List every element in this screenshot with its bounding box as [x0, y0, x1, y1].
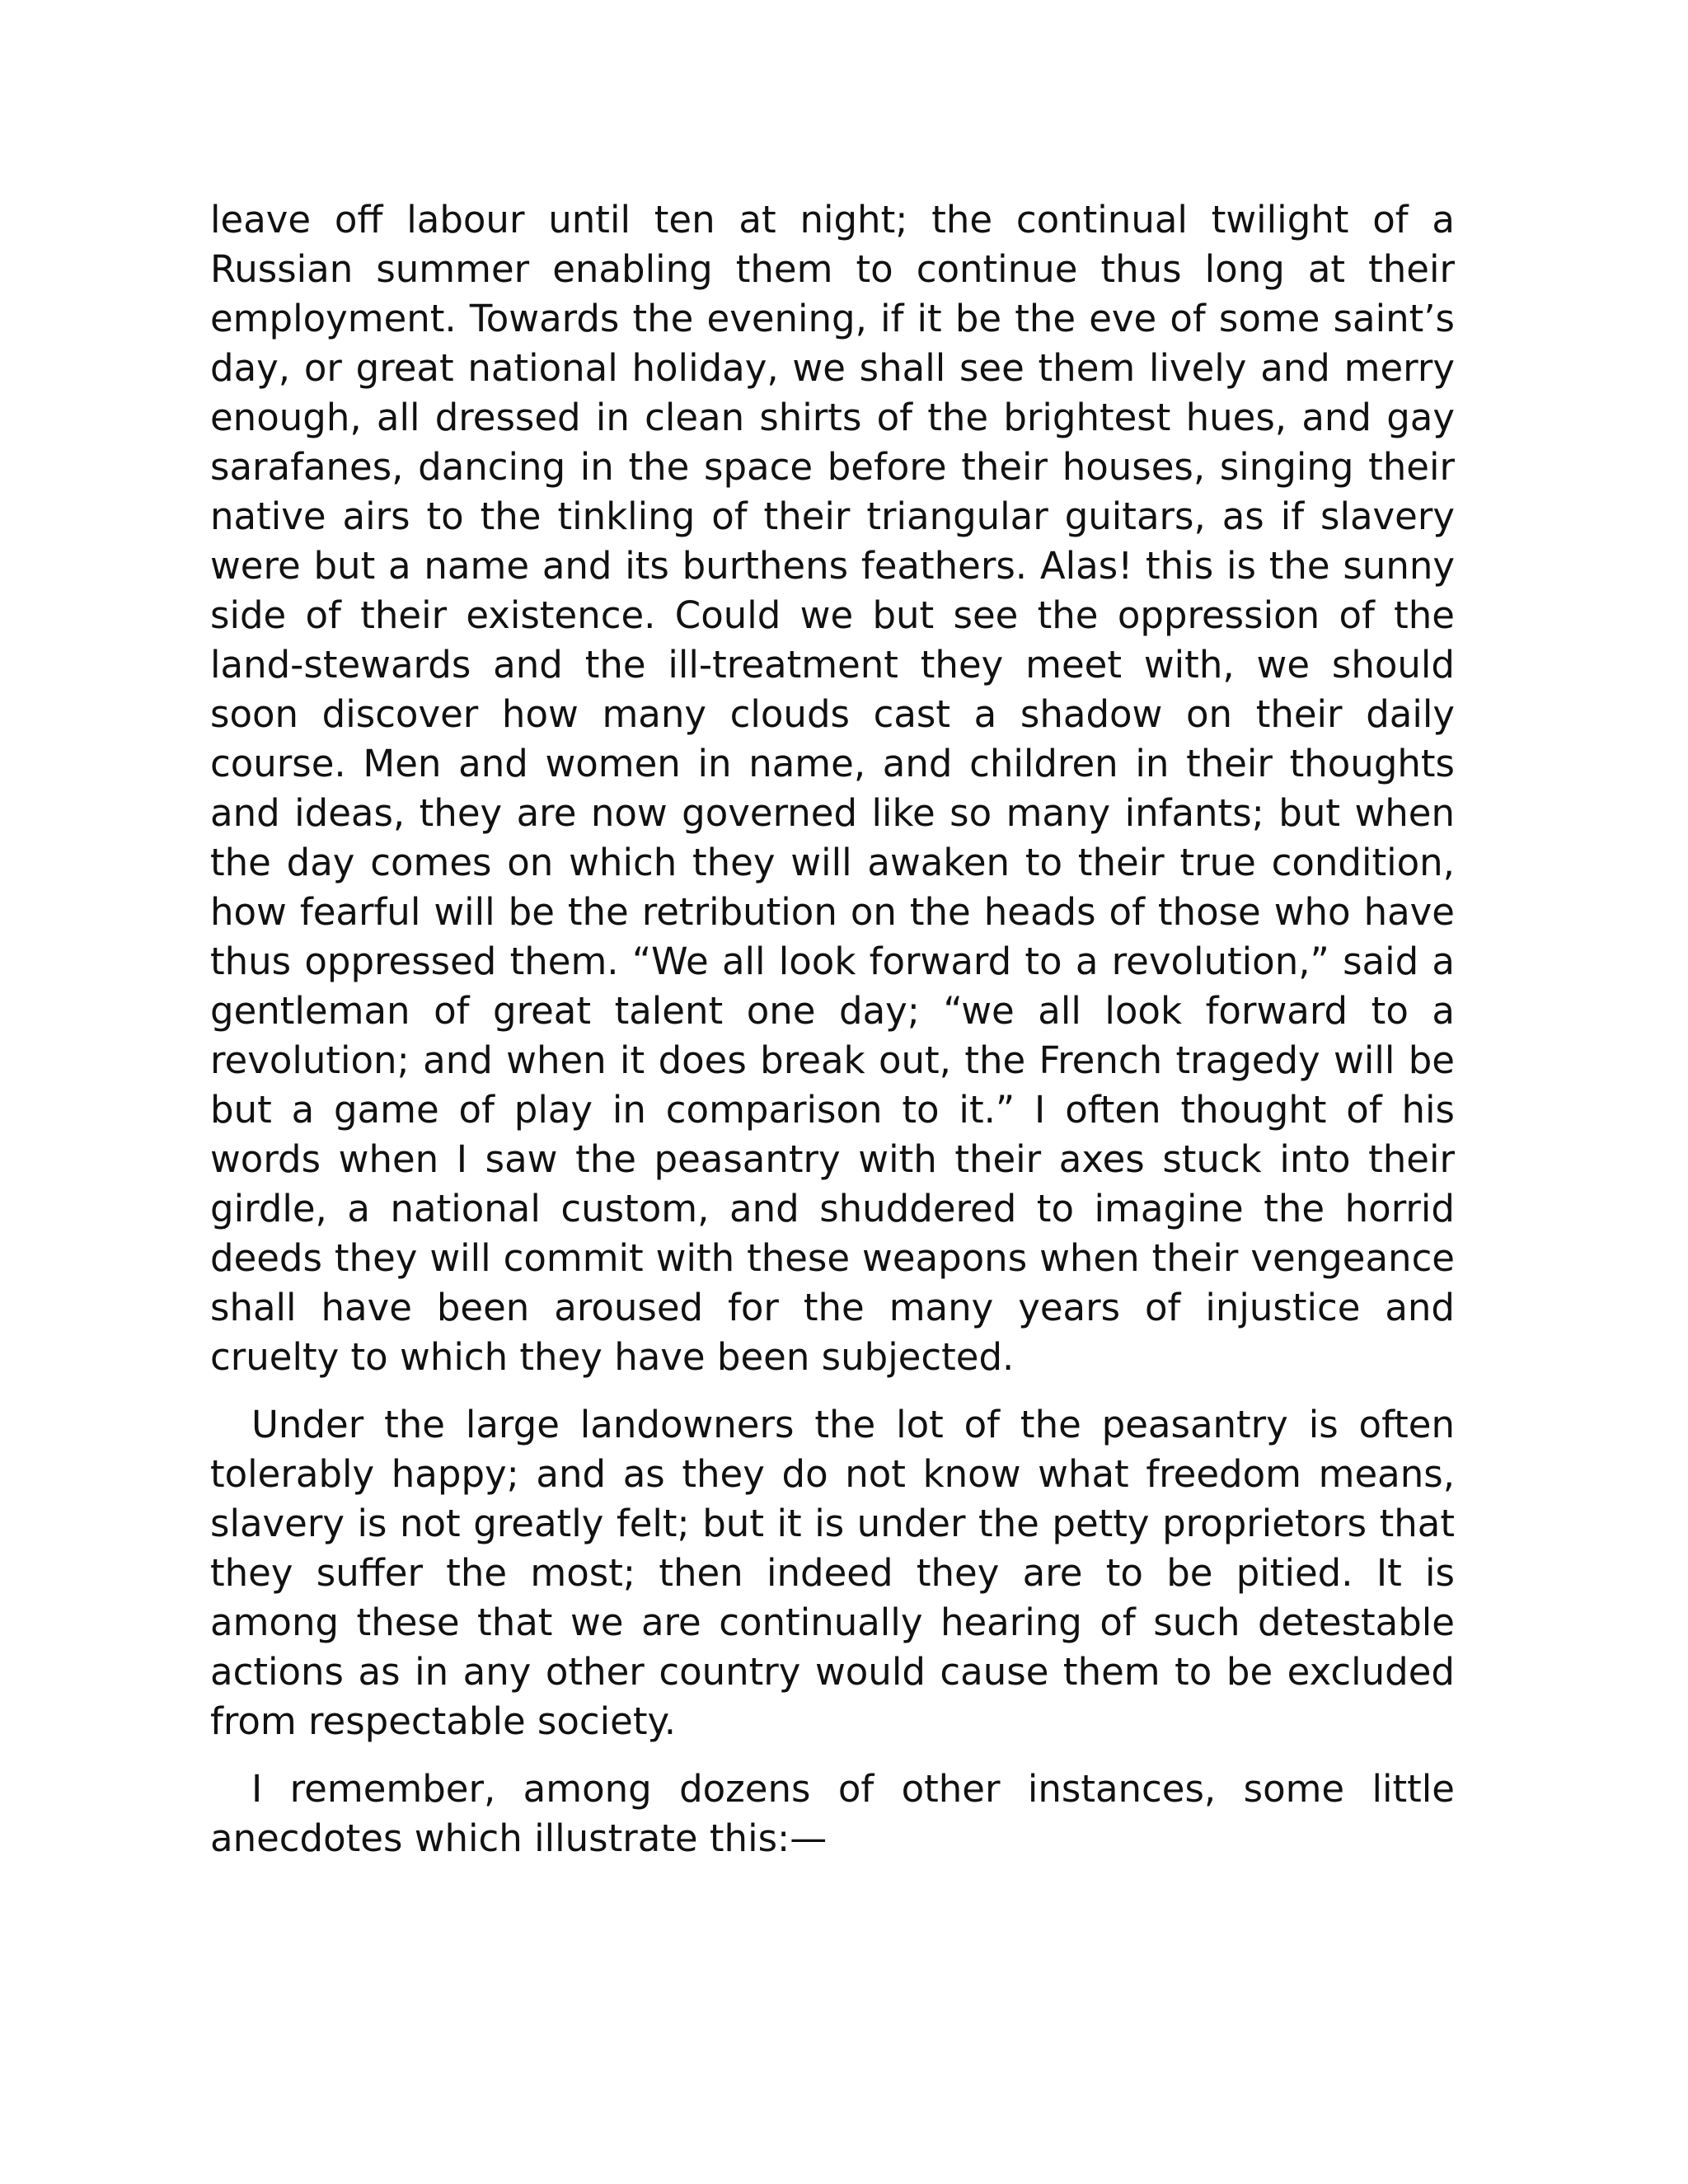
paragraph-2: Under the large landowners the lot of the peasantry is often tolerably happy; and as they do not know what freedom means, slavery is not greatly felt; but it is under the petty proprietors that they suffer the most; then indeed they are to be pitied. It is among these that we are continually hearing of such detestable actions as in any other country would cause them to be excluded from respectable society. [210, 1403, 1455, 1743]
paragraph-3: I remember, among dozens of other instances, some little anecdotes which illustrate this:— [210, 1767, 1455, 1860]
paragraph-1: leave off labour until ten at night; the continual twilight of a Russian summer enabling them to continue thus long at their employment. Towards the evening, if it be the eve of some saint’s day, or great national holiday, we shall see them lively and merry enough, all dressed in clean shirts of the brightest hues, and gay sarafanes, dancing in the space before their houses, singing their native airs to the tinkling of their triangular guitars, as if slavery were but a name and its burthens feathers. Alas! this is the sunny side of their existence. Could we but see the oppression of the land-stewards and the ill-treatment they meet with, we should soon discover how many clouds cast a shadow on their daily course. Men and women in name, and children in their thoughts and ideas, they are now governed like so many infants; but when the day comes on which they will awaken to their true condition, how fearful will be the retribution on the heads of those who have thus oppressed them. “We all look forward to a revolution,” said a gentleman of great talent one day; “we all look forward to a revolution; and when it does break out, the French tragedy will be but a game of play in comparison to it.” I often thought of his words when I saw the peasantry with their axes stuck into their girdle, a national custom, and shuddered to imagine the horrid deeds they will commit with these weapons when their vengeance shall have been aroused for the many years of injustice and cruelty to which they have been subjected. [210, 198, 1455, 1379]
body-text [210, 195, 1455, 1863]
